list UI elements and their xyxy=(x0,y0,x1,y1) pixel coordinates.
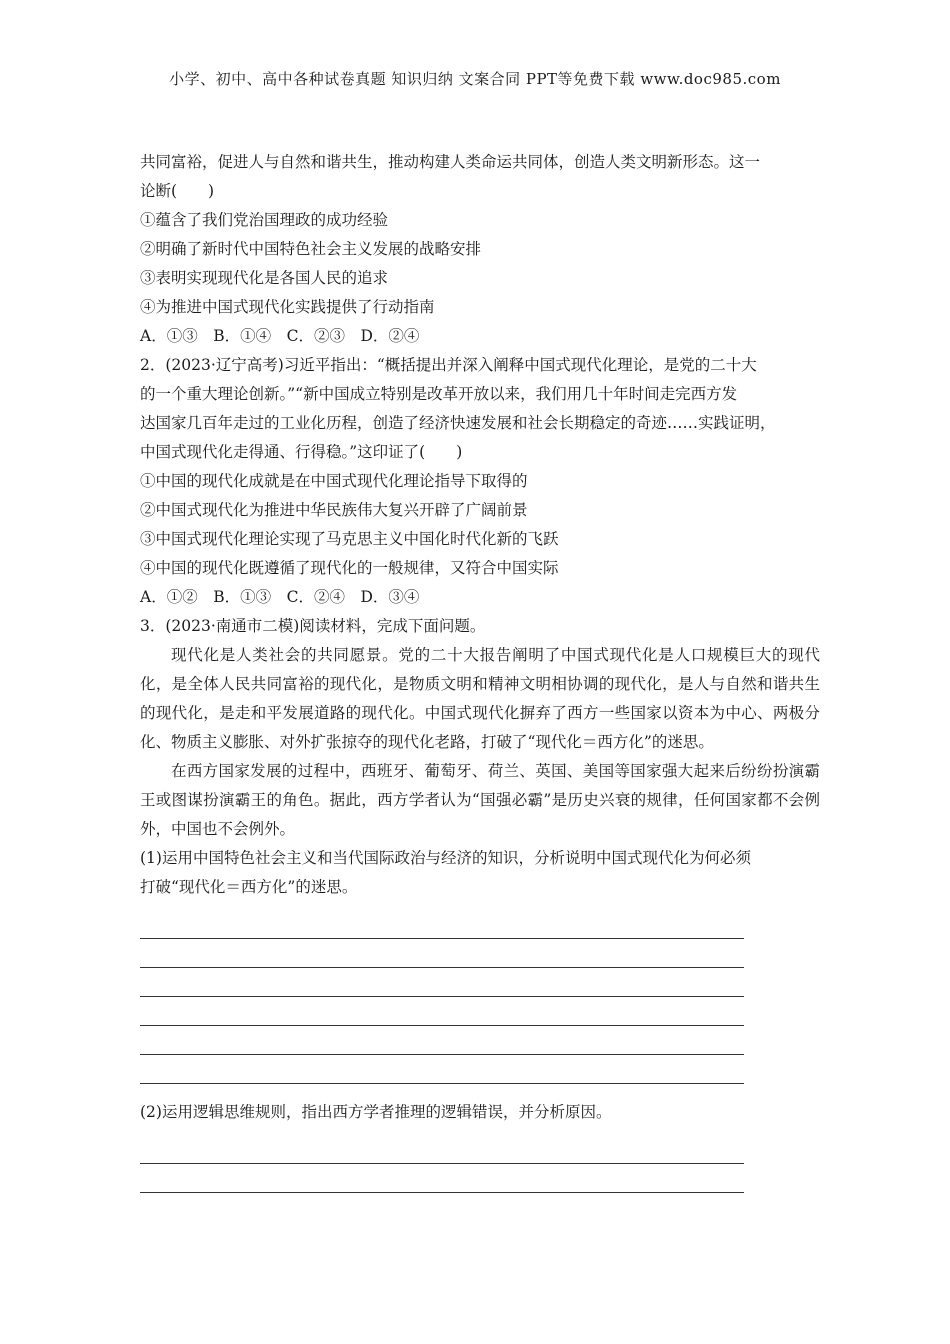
q1-option-2: ②明确了新时代中国特色社会主义发展的战略安排 xyxy=(140,240,482,258)
q3-material-paragraph-2: 在西方国家发展的过程中，西班牙、葡萄牙、荷兰、英国、美国等国家强大起来后纷纷扮演霸王或图谋扮演霸王的角色。据此，西方学者认为“国强必霸”是历史兴衰的规律，任何国家都不会例外，中国也不会例外。 xyxy=(140,762,820,838)
q3-intro: 3．(2023·南通市二模)阅读材料，完成下面问题。 xyxy=(140,617,486,635)
q2-line4: 中国式现代化走得通、行得稳。”这印证了( ) xyxy=(140,443,463,461)
q3-sub1-line2: 打破“现代化＝西方化”的迷思。 xyxy=(140,878,358,896)
q1-option-4: ④为推进中国式现代化实践提供了行动指南 xyxy=(140,298,435,316)
q1-option-3: ③表明实现现代化是各国人民的追求 xyxy=(140,269,389,287)
q2-option-2: ②中国式现代化为推进中华民族伟大复兴开辟了广阔前景 xyxy=(140,501,528,519)
q2-option-1: ①中国的现代化成就是在中国式现代化理论指导下取得的 xyxy=(140,472,528,490)
answer-line[interactable] xyxy=(140,1164,744,1193)
q2-choices: A．①② B．①③ C．②④ D．③④ xyxy=(140,588,420,606)
answer-line[interactable] xyxy=(140,968,744,997)
q1-stem-line1: 共同富裕，促进人与自然和谐共生，推动构建人类命运共同体，创造人类文明新形态。这一 xyxy=(140,153,761,171)
q1-option-1: ①蕴含了我们党治国理政的成功经验 xyxy=(140,211,389,229)
exam-content xyxy=(140,148,820,1193)
q2-line3: 达国家几百年走过的工业化历程，创造了经济快速发展和社会长期稳定的奇迹……实践证明， xyxy=(140,414,776,432)
q3-sub2: (2)运用逻辑思维规则，指出西方学者推理的逻辑错误，并分析原因。 xyxy=(140,1103,612,1121)
q2-line2: 的一个重大理论创新。”“新中国成立特别是改革开放以来，我们用几十年时间走完西方发 xyxy=(140,385,738,403)
page-header: 小学、初中、高中各种试卷真题 知识归纳 文案合同 PPT等免费下载 www.doc985.com xyxy=(169,70,781,88)
q2-line1: 2．(2023·辽宁高考)习近平指出：“概括提出并深入阐释中国式现代化理论，是党的二十大 xyxy=(140,356,757,374)
answer-line[interactable] xyxy=(140,910,744,939)
q1-stem-line2: 论断( ) xyxy=(140,182,215,200)
q2-option-4: ④中国的现代化既遵循了现代化的一般规律，又符合中国实际 xyxy=(140,559,559,577)
answer-line[interactable] xyxy=(140,997,744,1026)
q3-material-paragraph-1: 现代化是人类社会的共同愿景。党的二十大报告阐明了中国式现代化是人口规模巨大的现代化，是全体人民共同富裕的现代化，是物质文明和精神文明相协调的现代化，是人与自然和谐共生的现代化，是走和平发展道路的现代化。中国式现代化摒弃了西方一些国家以资本为中心、两极分化、物质主义膨胀、对外扩张掠夺的现代化老路，打破了“现代化＝西方化”的迷思。 xyxy=(140,646,820,751)
q3-sub1-line1: (1)运用中国特色社会主义和当代国际政治与经济的知识，分析说明中国式现代化为何必须 xyxy=(140,849,751,867)
answer-line[interactable] xyxy=(140,1055,744,1084)
answer-line[interactable] xyxy=(140,1026,744,1055)
answer-line[interactable] xyxy=(140,939,744,968)
answer-line[interactable] xyxy=(140,1135,744,1164)
q1-choices: A．①③ B．①④ C．②③ D．②④ xyxy=(140,327,420,345)
q2-option-3: ③中国式现代化理论实现了马克思主义中国化时代化新的飞跃 xyxy=(140,530,559,548)
